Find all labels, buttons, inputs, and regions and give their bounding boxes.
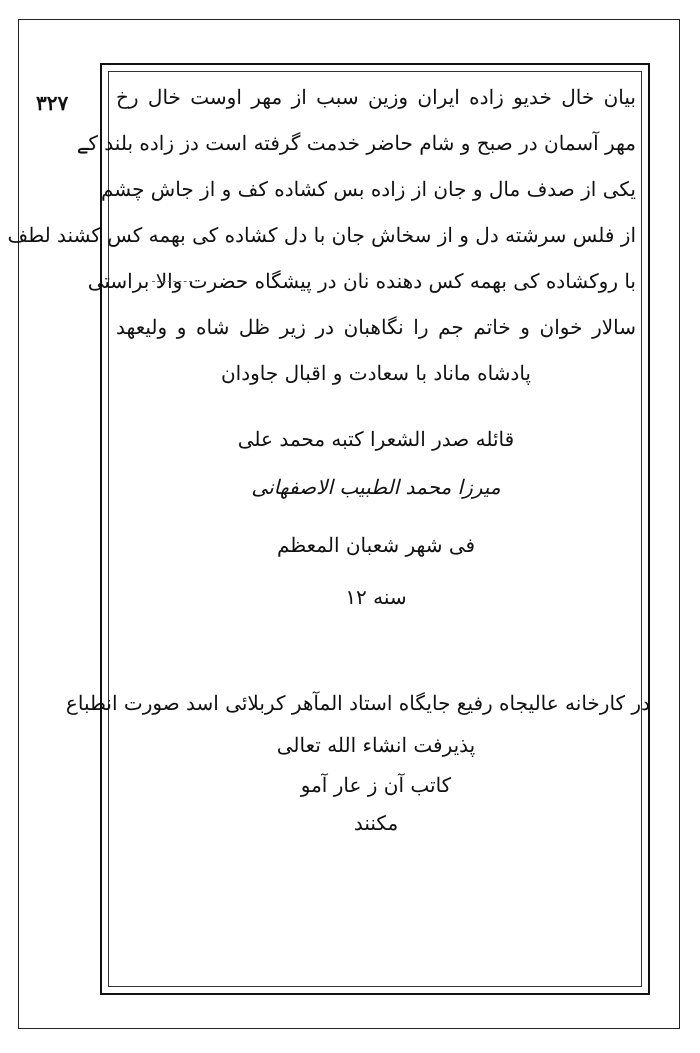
colophon-printing: در کارخانه عالیجاه رفیع جایگاه استاد المآهر کربلائی اسد صورت انطباع (65, 691, 650, 715)
body-line: از فلس سرشته دل و از سخاش جان با دل کشاده کی بهمه کس کشند لطف (7, 223, 636, 247)
colophon-month: فی شهر شعبان المعظم (276, 533, 476, 557)
colophon-final: مکنند (353, 811, 399, 835)
page-number: ۳۲۷ (36, 91, 69, 115)
body-line: بیان خال خدیو زاده ایران وزین سبب از مهر اوست خال رخ (116, 85, 636, 109)
body-line: سالار خوان و خاتم جم را نگاهبان در زیر ظل شاه و ولیعهد (116, 315, 636, 339)
body-line-centered: پادشاه ماناد با سعادت و اقبال جاودان (220, 361, 531, 385)
body-line: مهر آسمان در صبح و شام حاضر خدمت گرفته است دز زاده بلند کے (76, 131, 636, 155)
margin-rule-mark (152, 281, 192, 283)
colophon-patron: کاتب آن ز عار آمو (300, 773, 452, 797)
colophon-scribe: میرزا محمد الطبیب الاصفهانی (251, 475, 501, 499)
colophon-completion: پذیرفت انشاء الله تعالی (276, 733, 476, 757)
body-line: با روکشاده کی بهمه کس دهنده نان در پیشگاه حضرت والا براستی (87, 269, 636, 293)
body-line: یکی از صدف مال و جان از زاده بس کشاده کف و از جاش چشم (100, 177, 636, 201)
colophon-year: سنه ۱۲ (345, 585, 407, 609)
colophon-author: قائله صدر الشعرا کتبه محمد علی (237, 427, 515, 451)
